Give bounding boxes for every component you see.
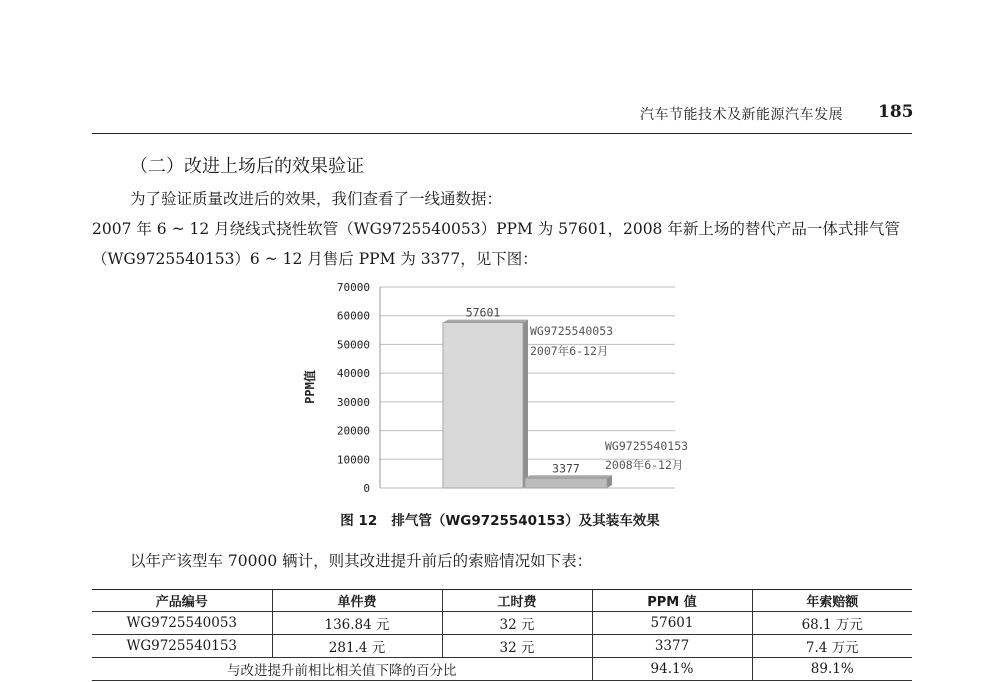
table-header-row: [92, 590, 912, 612]
bar-top: [525, 475, 612, 478]
header-unit-cost: 单件费: [272, 590, 442, 612]
figure-caption: [0, 509, 1000, 529]
header-ppm: PPM 值: [592, 590, 752, 612]
y-axis-label: PPM值: [303, 370, 317, 404]
ppm-bar-chart: [300, 275, 720, 501]
figure-number: 图 12: [340, 513, 378, 529]
page-number: 185: [878, 102, 914, 122]
paragraph-line-2: 2007 年 6 ~ 12 月绕线式挠性软管（WG9725540053）PPM 为 57601，2008 年新上场的替代产品一体式排气管: [92, 220, 900, 238]
table-row: [92, 612, 912, 635]
bar-top: [443, 320, 528, 323]
bar-annotation: WG9725540153: [605, 439, 689, 453]
cell-product-code: WG9725540053: [92, 612, 272, 635]
section-heading: （二）改进上场后的效果验证: [130, 156, 364, 177]
bar-annotation: WG9725540053: [530, 324, 614, 338]
bar-value-label: 3377: [552, 461, 580, 476]
bar-value-label: 57601: [465, 305, 501, 320]
bar: [525, 478, 607, 488]
figure-caption-text: 排气管（WG9725540153）及其装车效果: [391, 513, 660, 529]
paragraph-table-intro: 以年产该型车 70000 辆计，则其改进提升前后的索赔情况如下表：: [130, 552, 593, 570]
y-tick-label: 20000: [336, 424, 370, 438]
summary-label: 与改进提升前相比相关值下降的百分比: [92, 658, 592, 681]
cell-labor-cost: 32 元: [442, 635, 592, 658]
cell-ppm: 3377: [592, 635, 752, 658]
cell-annual-claims: 7.4 万元: [752, 635, 912, 658]
bar: [443, 323, 523, 488]
cell-unit-cost: 281.4 元: [272, 635, 442, 658]
cell-ppm: 57601: [592, 612, 752, 635]
summary-amount-drop: 89.1%: [752, 658, 912, 681]
bar-annotation: 2008年6-12月: [605, 458, 684, 472]
y-tick-label: 40000: [336, 367, 370, 381]
y-tick-label: 60000: [336, 309, 370, 323]
summary-ppm-drop: 94.1%: [592, 658, 752, 681]
bar-annotation: 2007年6-12月: [530, 344, 609, 358]
header-rule: [92, 133, 912, 134]
cell-unit-cost: 136.84 元: [272, 612, 442, 635]
claims-table: [92, 589, 912, 681]
table-summary-row: [92, 658, 912, 681]
cell-annual-claims: 68.1 万元: [752, 612, 912, 635]
paragraph-intro: 为了验证质量改进后的效果，我们查看了一线通数据：: [130, 190, 503, 208]
y-tick-label: 0: [363, 482, 370, 495]
y-tick-label: 30000: [336, 395, 370, 409]
cell-product-code: WG9725540153: [92, 635, 272, 658]
y-tick-label: 70000: [336, 281, 370, 294]
paragraph-line-3: （WG9725540153）6 ~ 12 月售后 PPM 为 3377，见下图：: [92, 250, 538, 268]
header-labor-cost: 工时费: [442, 590, 592, 612]
y-tick-label: 50000: [336, 338, 370, 352]
y-tick-label: 10000: [336, 453, 370, 467]
header-annual-claims: 年索赔额: [752, 590, 912, 612]
running-header-title: 汽车节能技术及新能源汽车发展: [640, 107, 843, 123]
header-product-code: 产品编号: [92, 590, 272, 612]
cell-labor-cost: 32 元: [442, 612, 592, 635]
table-row: [92, 635, 912, 658]
bar-side: [523, 320, 528, 488]
